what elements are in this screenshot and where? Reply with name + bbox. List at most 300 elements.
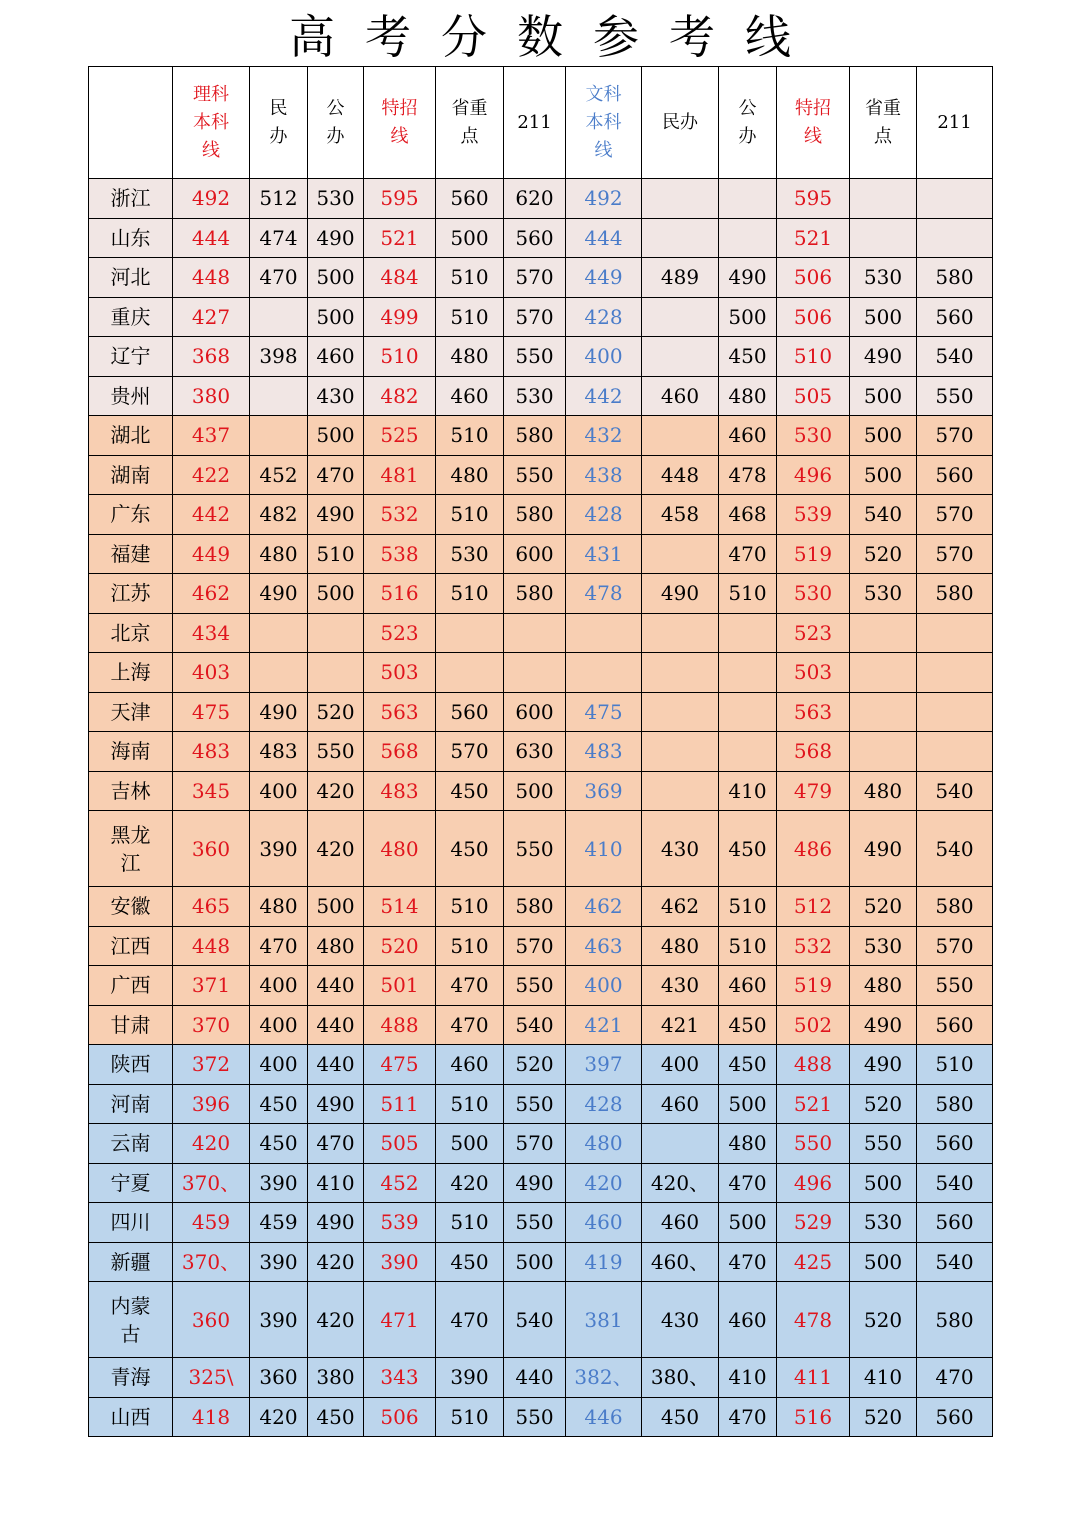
score-cell: 470 <box>436 966 504 1006</box>
score-cell: 380 <box>308 1358 364 1398</box>
score-cell: 505 <box>777 376 850 416</box>
score-cell: 510 <box>364 337 436 377</box>
table-row <box>89 653 993 693</box>
province-name: 北京 <box>110 620 151 645</box>
score-cell: 519 <box>777 966 850 1006</box>
score-cell: 450 <box>719 1045 777 1085</box>
score-cell: 560 <box>917 1124 993 1164</box>
score-cell: 520 <box>850 1282 917 1358</box>
score-cell: 490 <box>850 1045 917 1085</box>
score-cell <box>850 653 917 693</box>
score-cell <box>642 297 719 337</box>
score-cell: 452 <box>250 455 308 495</box>
score-cell: 382、 <box>566 1358 642 1398</box>
table-row <box>89 966 993 1006</box>
score-cell: 530 <box>308 179 364 219</box>
score-cell: 580 <box>504 495 566 535</box>
score-cell: 563 <box>777 692 850 732</box>
score-cell: 475 <box>173 692 250 732</box>
province-cell <box>89 613 173 653</box>
score-cell <box>642 337 719 377</box>
score-cell: 570 <box>504 926 566 966</box>
province-cell <box>89 1282 173 1358</box>
score-cell: 503 <box>364 653 436 693</box>
score-cell: 470 <box>719 1163 777 1203</box>
score-cell: 420 <box>308 771 364 811</box>
province-name: 黑龙江 <box>110 822 151 875</box>
score-cell: 560 <box>917 1005 993 1045</box>
score-cell: 570 <box>504 258 566 298</box>
score-cell: 450 <box>719 811 777 887</box>
score-cell: 460 <box>719 416 777 456</box>
score-cell: 410 <box>566 811 642 887</box>
score-cell: 428 <box>566 1084 642 1124</box>
score-cell: 489 <box>642 258 719 298</box>
score-cell: 520 <box>364 926 436 966</box>
score-cell: 471 <box>364 1282 436 1358</box>
province-cell <box>89 966 173 1006</box>
score-cell: 411 <box>777 1358 850 1398</box>
province-name: 天津 <box>110 699 151 724</box>
score-cell: 600 <box>504 534 566 574</box>
score-cell: 500 <box>308 574 364 614</box>
province-name: 四川 <box>110 1210 151 1235</box>
score-cell: 560 <box>436 179 504 219</box>
score-cell: 360 <box>250 1358 308 1398</box>
score-cell: 460 <box>436 376 504 416</box>
score-cell: 369 <box>566 771 642 811</box>
header-sci-key <box>436 67 504 179</box>
score-cell: 560 <box>917 1397 993 1437</box>
score-cell: 563 <box>364 692 436 732</box>
score-cell: 506 <box>364 1397 436 1437</box>
score-cell <box>566 653 642 693</box>
table-row <box>89 218 993 258</box>
score-cell: 490 <box>250 574 308 614</box>
score-cell: 437 <box>173 416 250 456</box>
score-cell: 500 <box>850 1242 917 1282</box>
header-sci-private-label: 民办 <box>269 97 288 147</box>
score-cell: 512 <box>250 179 308 219</box>
score-cell: 550 <box>777 1124 850 1164</box>
score-cell: 432 <box>566 416 642 456</box>
score-cell: 525 <box>364 416 436 456</box>
province-cell <box>89 771 173 811</box>
score-cell: 390 <box>250 1242 308 1282</box>
score-cell: 496 <box>777 1163 850 1203</box>
score-cell: 540 <box>917 1242 993 1282</box>
score-cell: 446 <box>566 1397 642 1437</box>
table-row <box>89 455 993 495</box>
score-cell: 488 <box>364 1005 436 1045</box>
score-cell: 431 <box>566 534 642 574</box>
score-cell: 568 <box>777 732 850 772</box>
score-cell: 420 <box>250 1397 308 1437</box>
score-cell: 532 <box>364 495 436 535</box>
table-row <box>89 1203 993 1243</box>
score-cell: 420 <box>173 1124 250 1164</box>
score-cell: 492 <box>566 179 642 219</box>
score-cell: 400 <box>566 966 642 1006</box>
score-cell: 420 <box>566 1163 642 1203</box>
header-sci-key-label: 省重点 <box>451 97 488 147</box>
score-cell <box>642 732 719 772</box>
province-cell <box>89 1005 173 1045</box>
score-cell: 450 <box>436 771 504 811</box>
province-cell <box>89 1084 173 1124</box>
score-cell: 400 <box>566 337 642 377</box>
score-cell: 580 <box>917 574 993 614</box>
score-cell <box>917 218 993 258</box>
province-name: 贵州 <box>110 383 151 408</box>
header-sci-public <box>308 67 364 179</box>
table-row <box>89 297 993 337</box>
score-cell: 580 <box>917 887 993 927</box>
score-cell: 521 <box>777 218 850 258</box>
score-cell: 538 <box>364 534 436 574</box>
score-cell: 400 <box>642 1045 719 1085</box>
score-cell: 360 <box>173 811 250 887</box>
province-name: 山西 <box>110 1404 151 1429</box>
score-cell: 368 <box>173 337 250 377</box>
table-row <box>89 258 993 298</box>
province-name: 陕西 <box>110 1052 151 1077</box>
header-sci-211: 211 <box>504 67 566 179</box>
score-cell: 550 <box>308 732 364 772</box>
header-sci-line <box>173 67 250 179</box>
score-cell: 420 <box>436 1163 504 1203</box>
score-cell: 488 <box>777 1045 850 1085</box>
score-cell: 482 <box>364 376 436 416</box>
score-cell: 560 <box>917 297 993 337</box>
score-cell: 510 <box>436 495 504 535</box>
score-cell: 550 <box>504 455 566 495</box>
province-cell <box>89 1124 173 1164</box>
header-arts-special-label: 特招线 <box>795 97 831 147</box>
table-row <box>89 1163 993 1203</box>
score-cell: 500 <box>504 771 566 811</box>
score-cell <box>917 653 993 693</box>
province-name: 上海 <box>110 660 151 685</box>
province-cell <box>89 732 173 772</box>
score-cell: 410 <box>308 1163 364 1203</box>
table-row <box>89 1124 993 1164</box>
province-cell <box>89 297 173 337</box>
header-arts-line <box>566 67 642 179</box>
score-cell: 460 <box>642 1084 719 1124</box>
score-cell: 539 <box>364 1203 436 1243</box>
score-cell: 530 <box>777 416 850 456</box>
score-cell: 434 <box>173 613 250 653</box>
score-cell: 460 <box>719 1282 777 1358</box>
score-cell: 516 <box>364 574 436 614</box>
score-cell: 530 <box>504 376 566 416</box>
score-cell: 480 <box>719 1124 777 1164</box>
score-cell: 510 <box>308 534 364 574</box>
score-cell: 420 <box>308 1282 364 1358</box>
province-name: 湖北 <box>110 423 151 448</box>
province-name: 辽宁 <box>110 344 151 369</box>
score-cell: 500 <box>850 376 917 416</box>
score-cell: 470 <box>436 1282 504 1358</box>
score-cell: 450 <box>436 1242 504 1282</box>
province-cell <box>89 495 173 535</box>
province-name: 广东 <box>110 502 151 527</box>
score-cell: 500 <box>850 1163 917 1203</box>
score-cell: 475 <box>364 1045 436 1085</box>
score-cell: 580 <box>504 416 566 456</box>
score-cell <box>250 416 308 456</box>
header-arts-key <box>850 67 917 179</box>
score-cell <box>719 218 777 258</box>
score-cell: 540 <box>917 337 993 377</box>
province-name: 新疆 <box>110 1249 151 1274</box>
province-name: 安徽 <box>110 894 151 919</box>
score-cell: 550 <box>504 811 566 887</box>
table-row <box>89 1242 993 1282</box>
score-cell <box>850 218 917 258</box>
province-name: 云南 <box>110 1131 151 1156</box>
score-cell: 478 <box>566 574 642 614</box>
score-cell: 483 <box>250 732 308 772</box>
province-name: 青海 <box>110 1365 151 1390</box>
score-cell: 483 <box>173 732 250 772</box>
score-cell: 470 <box>308 1124 364 1164</box>
score-cell: 430 <box>642 811 719 887</box>
score-cell <box>719 653 777 693</box>
table-row <box>89 1045 993 1085</box>
score-cell: 482 <box>250 495 308 535</box>
score-cell: 462 <box>566 887 642 927</box>
score-cell: 440 <box>504 1358 566 1398</box>
score-cell: 500 <box>719 297 777 337</box>
score-cell: 440 <box>308 1005 364 1045</box>
province-name: 福建 <box>110 541 151 566</box>
header-arts-line-label: 文科本科线 <box>585 83 622 161</box>
score-cell: 390 <box>250 811 308 887</box>
score-cell: 560 <box>917 1203 993 1243</box>
score-cell <box>250 653 308 693</box>
score-cell: 568 <box>364 732 436 772</box>
province-cell <box>89 653 173 693</box>
score-cell: 503 <box>777 653 850 693</box>
score-cell: 570 <box>504 297 566 337</box>
province-cell <box>89 1358 173 1398</box>
score-cell: 463 <box>566 926 642 966</box>
score-cell: 430 <box>308 376 364 416</box>
score-cell: 438 <box>566 455 642 495</box>
score-cell <box>850 732 917 772</box>
score-cell <box>719 179 777 219</box>
province-name: 吉林 <box>110 778 151 803</box>
score-cell: 490 <box>719 258 777 298</box>
score-cell: 550 <box>504 966 566 1006</box>
score-cell <box>642 771 719 811</box>
province-cell <box>89 258 173 298</box>
score-cell: 460 <box>719 966 777 1006</box>
score-cell: 450 <box>308 1397 364 1437</box>
score-cell: 470 <box>719 1397 777 1437</box>
score-cell: 480 <box>436 337 504 377</box>
table-row <box>89 692 993 732</box>
score-cell: 523 <box>777 613 850 653</box>
score-cell: 468 <box>719 495 777 535</box>
table-row <box>89 1084 993 1124</box>
score-cell: 510 <box>436 416 504 456</box>
page-title: 高考分数参考线 <box>289 10 821 64</box>
score-cell: 500 <box>436 218 504 258</box>
province-name: 重庆 <box>110 304 151 329</box>
score-cell: 470 <box>308 455 364 495</box>
score-cell <box>250 376 308 416</box>
score-cell: 480 <box>719 376 777 416</box>
score-cell: 430 <box>642 1282 719 1358</box>
score-cell: 410 <box>719 1358 777 1398</box>
score-cell: 530 <box>436 534 504 574</box>
header-arts-special <box>777 67 850 179</box>
table-row <box>89 179 993 219</box>
score-cell: 440 <box>308 1045 364 1085</box>
province-cell <box>89 926 173 966</box>
score-cell: 480 <box>436 455 504 495</box>
score-cell: 570 <box>436 732 504 772</box>
score-cell: 450 <box>436 811 504 887</box>
province-cell <box>89 218 173 258</box>
score-cell: 500 <box>504 1242 566 1282</box>
score-cell: 529 <box>777 1203 850 1243</box>
score-cell: 452 <box>364 1163 436 1203</box>
score-cell: 460 <box>642 1203 719 1243</box>
score-cell <box>436 613 504 653</box>
score-cell: 510 <box>436 574 504 614</box>
score-cell: 600 <box>504 692 566 732</box>
score-table <box>88 66 993 1437</box>
score-cell <box>642 613 719 653</box>
header-arts-public <box>719 67 777 179</box>
score-cell: 459 <box>173 1203 250 1243</box>
score-cell: 422 <box>173 455 250 495</box>
score-cell: 450 <box>719 337 777 377</box>
score-cell: 490 <box>308 1084 364 1124</box>
score-cell: 500 <box>308 297 364 337</box>
score-cell: 410 <box>850 1358 917 1398</box>
score-cell: 418 <box>173 1397 250 1437</box>
score-cell: 520 <box>850 534 917 574</box>
score-cell: 400 <box>250 966 308 1006</box>
score-cell: 550 <box>917 376 993 416</box>
province-name: 湖南 <box>110 462 151 487</box>
score-cell: 448 <box>173 926 250 966</box>
score-cell: 550 <box>504 1203 566 1243</box>
score-cell: 490 <box>850 337 917 377</box>
score-cell: 478 <box>777 1282 850 1358</box>
score-cell: 470 <box>250 258 308 298</box>
score-cell <box>504 613 566 653</box>
score-cell: 500 <box>436 1124 504 1164</box>
table-row <box>89 534 993 574</box>
score-cell: 630 <box>504 732 566 772</box>
score-cell: 560 <box>917 455 993 495</box>
table-row <box>89 1397 993 1437</box>
score-cell: 480 <box>850 966 917 1006</box>
score-cell: 570 <box>917 534 993 574</box>
score-cell: 500 <box>308 258 364 298</box>
table-row <box>89 1005 993 1045</box>
score-cell <box>917 732 993 772</box>
score-cell <box>850 613 917 653</box>
score-cell: 560 <box>436 692 504 732</box>
score-cell: 510 <box>719 926 777 966</box>
score-cell: 490 <box>250 692 308 732</box>
score-cell: 530 <box>850 926 917 966</box>
score-cell <box>250 613 308 653</box>
score-cell: 540 <box>504 1282 566 1358</box>
province-name: 广西 <box>110 973 151 998</box>
score-cell: 397 <box>566 1045 642 1085</box>
score-cell: 410 <box>719 771 777 811</box>
score-cell: 390 <box>250 1163 308 1203</box>
score-cell <box>917 613 993 653</box>
score-cell: 500 <box>308 887 364 927</box>
score-cell <box>719 732 777 772</box>
score-cell: 420 <box>308 811 364 887</box>
score-cell: 520 <box>850 1084 917 1124</box>
score-cell: 570 <box>917 926 993 966</box>
score-cell: 570 <box>504 1124 566 1164</box>
score-cell <box>642 179 719 219</box>
score-cell: 500 <box>719 1084 777 1124</box>
score-cell: 500 <box>850 416 917 456</box>
score-cell: 449 <box>566 258 642 298</box>
score-cell: 530 <box>850 1203 917 1243</box>
score-cell: 460 <box>436 1045 504 1085</box>
score-cell: 428 <box>566 297 642 337</box>
score-cell: 400 <box>250 1005 308 1045</box>
score-cell: 480 <box>850 771 917 811</box>
score-cell <box>719 692 777 732</box>
score-cell: 620 <box>504 179 566 219</box>
score-cell: 580 <box>504 574 566 614</box>
score-cell: 465 <box>173 887 250 927</box>
score-cell <box>250 297 308 337</box>
score-cell: 396 <box>173 1084 250 1124</box>
score-cell: 420、 <box>642 1163 719 1203</box>
score-cell: 510 <box>436 1203 504 1243</box>
header-arts-211: 211 <box>917 67 993 179</box>
header-province <box>89 67 173 179</box>
score-cell: 450 <box>642 1397 719 1437</box>
score-cell: 421 <box>566 1005 642 1045</box>
header-sci-line-label: 理科本科线 <box>193 83 229 161</box>
score-cell: 490 <box>504 1163 566 1203</box>
score-cell: 580 <box>504 887 566 927</box>
score-cell: 490 <box>850 1005 917 1045</box>
score-cell: 372 <box>173 1045 250 1085</box>
header-sci-private <box>250 67 308 179</box>
score-cell: 380、 <box>642 1358 719 1398</box>
score-cell: 470 <box>719 534 777 574</box>
table-body <box>89 179 993 1437</box>
score-cell: 570 <box>917 495 993 535</box>
score-cell: 470 <box>436 1005 504 1045</box>
table-row <box>89 495 993 535</box>
score-cell <box>642 1124 719 1164</box>
score-cell: 390 <box>364 1242 436 1282</box>
score-cell: 500 <box>850 297 917 337</box>
header-row <box>89 67 993 179</box>
score-cell: 480 <box>642 926 719 966</box>
score-cell: 483 <box>364 771 436 811</box>
